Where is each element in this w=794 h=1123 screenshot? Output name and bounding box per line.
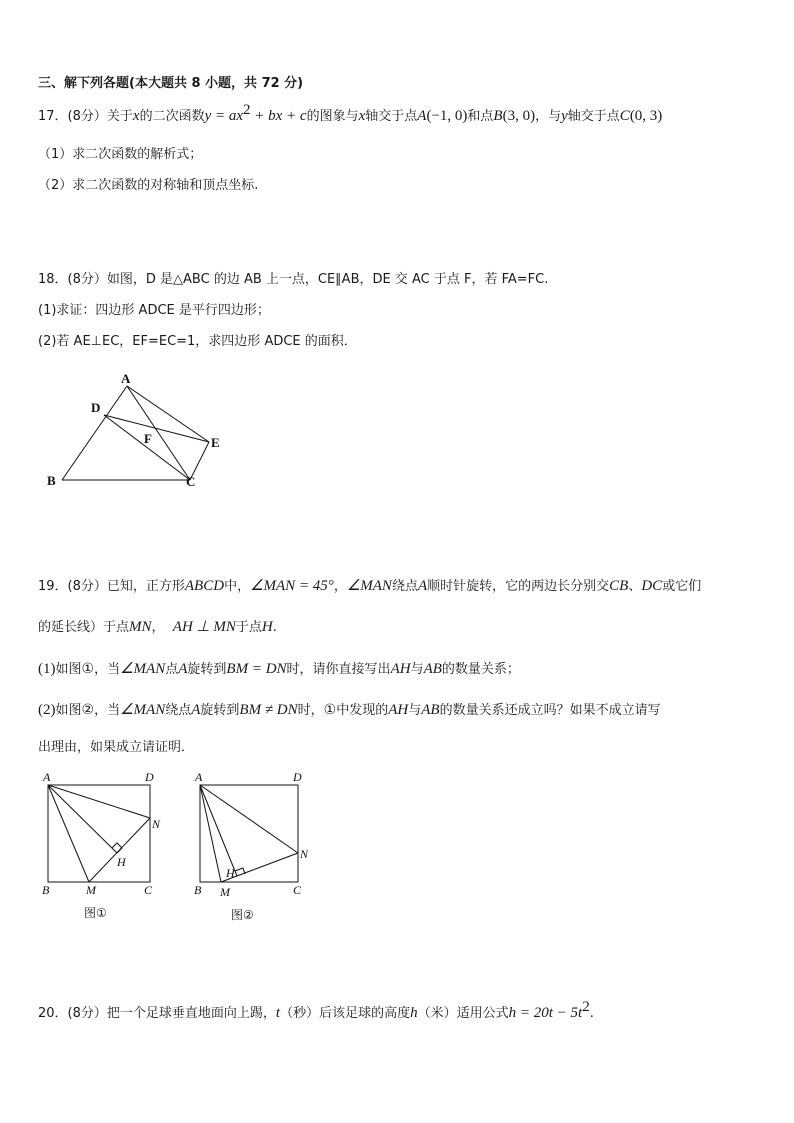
fig1-label-m: M <box>86 883 96 897</box>
fig1-caption: 图① <box>84 906 107 920</box>
fig1-label-n: N <box>152 817 161 831</box>
q17-stem: 17．(8分）关于x的二次函数$y = ax^2$ + bx + c的图象与x轴交于点A(−1, 0)和点B(3, 0)，与y轴交于点C(0, 3) <box>38 102 663 124</box>
fig2-label-n: N <box>300 847 309 861</box>
q18-label-f: F <box>144 431 152 446</box>
fig2-label-m: M <box>220 885 230 899</box>
fig2-caption: 图② <box>231 908 254 922</box>
q17-part1: （1）求二次函数的解析式； <box>38 147 203 162</box>
q18-label-b: B <box>47 473 56 488</box>
fig2-label-b: B <box>194 883 202 897</box>
q19-part1: (1)如图①，当∠MAN点A旋转到BM = DN时，请你直接写出AH与AB的数量关系； <box>38 661 520 677</box>
q19-stem-line2: 的延长线）于点MN， AH ⊥ MN于点H. <box>38 619 277 635</box>
q19-part2: (2)如图②，当∠MAN绕点A旋转到BM ≠ DN时，①中发现的AH与AB的数量关系还成立吗？如果不成立请写 <box>38 702 661 718</box>
fig2-label-a: A <box>195 770 203 784</box>
q18-label-a: A <box>121 371 131 386</box>
fig1-label-c: C <box>144 883 153 897</box>
q18-part1: (1)求证：四边形 ADCE 是平行四边形； <box>38 303 270 318</box>
q18-label-c: C <box>186 474 196 489</box>
section-title: 三、解下列各题(本大题共 8 小题，共 72 分) <box>38 76 304 91</box>
fig2-label-c: C <box>293 883 302 897</box>
q19-part2-line2: 出理由，如果成立请证明． <box>38 740 195 755</box>
q17-part2: （2）求二次函数的对称轴和顶点坐标. <box>38 178 259 193</box>
fig2-label-d: D <box>293 770 302 784</box>
q19-stem-line1: 19．(8分）已知，正方形ABCD中，∠MAN = 45°，∠MAN绕点A顺时针旋转，它的两边长分别交CB、DC或它们 <box>38 578 702 594</box>
q18-part2: (2)若 AE⊥EC，EF=EC=1，求四边形 ADCE 的面积． <box>38 334 357 349</box>
q18-label-d: D <box>91 400 101 415</box>
q18-stem: 18．(8分）如图，D 是△ABC 的边 AB 上一点，CE∥AB，DE 交 AC 于点 F，若 FA=FC. <box>38 272 549 287</box>
fig1-label-a: A <box>43 770 51 784</box>
fig1-label-b: B <box>42 883 50 897</box>
fig2-label-h: H <box>226 866 235 880</box>
fig1-label-d: D <box>145 770 154 784</box>
q18-label-e: E <box>211 435 220 450</box>
q20-stem: 20．(8分）把一个足球垂直地面向上踢，t（秒）后该足球的高度h（米）适用公式$h = 20t - 5t^2$. <box>38 999 594 1021</box>
fig1-label-h: H <box>117 855 126 869</box>
